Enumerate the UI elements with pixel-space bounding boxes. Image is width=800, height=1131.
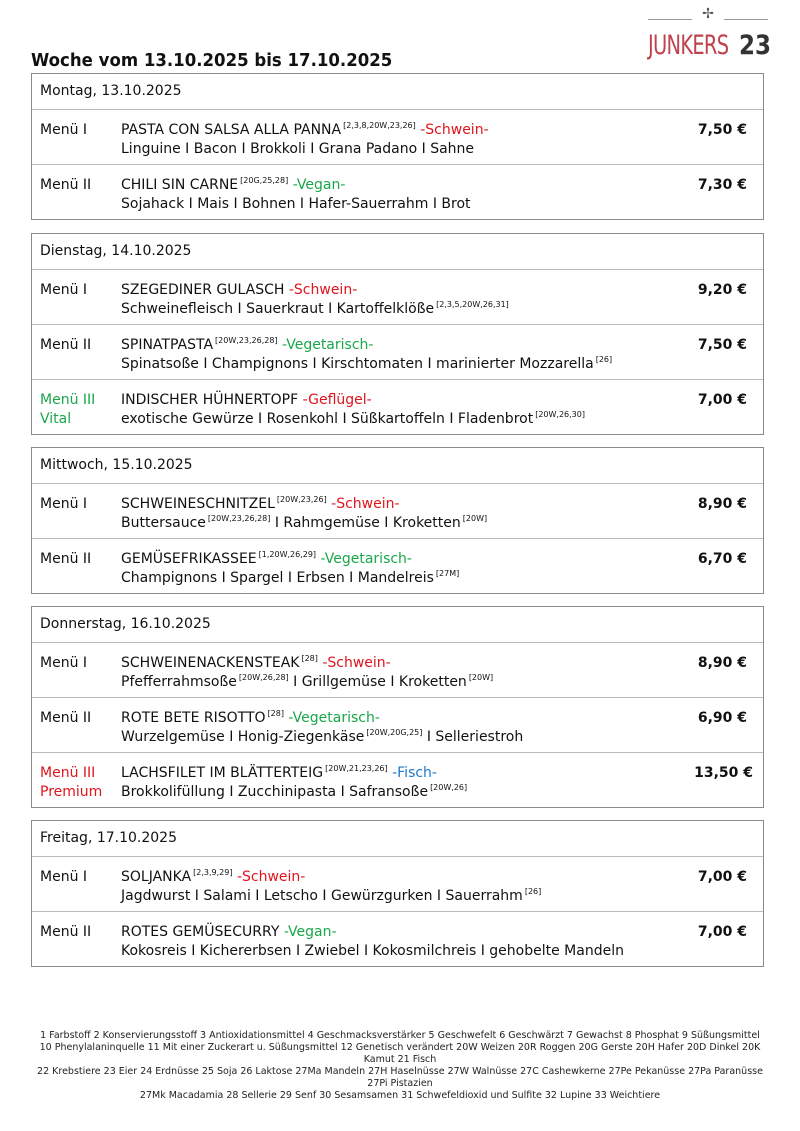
day-heading: Mittwoch, 15.10.2025 [32,448,763,484]
dish-price: 7,00 € [697,392,747,408]
dish-description: Jagdwurst I Salami I Letscho I Gewürzgurken I Sauerrahm [121,888,523,904]
dish-description: Sojahack I Mais I Bohnen I Hafer-Sauerrahm I Brot [121,196,471,212]
dish-description-allergens: [20W,26,28] [238,673,289,683]
day-block [31,447,764,594]
dish-tag: -Vegetarisch- [320,551,412,567]
dish-tag: -Schwein- [288,282,358,298]
dish-price: 6,90 € [697,710,747,726]
menu-label [40,868,87,887]
dish-tag: -Schwein- [420,122,489,138]
dish-name-allergens: [1,20W,26,29] [258,550,317,560]
dish [121,764,467,802]
menu-label [40,391,95,429]
menu-row [32,484,763,539]
menu-label [40,923,91,942]
page-title: Woche vom 13.10.2025 bis 17.10.2025 [31,50,393,71]
dish-description: Wurzelgemüse I Honig-Ziegenkäse [121,729,365,745]
dish [121,336,612,374]
menu-label-sub: Vital [40,411,72,427]
dish [121,923,624,961]
dish-tag: -Vegetarisch- [281,337,374,353]
menu-label [40,281,87,300]
dish-description-allergens: [20W,26,30] [535,410,585,420]
menu-label-line: Menü II [40,924,92,940]
menu-row [32,270,763,325]
dish-name: ROTE BETE RISOTTO [121,710,266,726]
dish-description-allergens: [20W,23,26,28] [207,514,271,524]
logo-star-icon: ✢ [702,6,714,22]
dish-tag: -Vegetarisch- [288,710,380,726]
legend-line: 22 Krebstiere 23 Eier 24 Erdnüsse 25 Soja 26 Laktose 27Ma Mandeln 27H Haselnüsse 27W Walnüsse 27C Cashewkerne 27Pe Pekanüsse 27Pa Paranüsse 27Pi Pistazien [37,1066,763,1089]
dish-name: SCHWEINENACKENSTEAK [121,655,300,671]
dish-name: SOLJANKA [121,869,192,885]
dish-price: 9,20 € [697,282,747,298]
menu-label-line: Menü II [40,177,92,193]
dish [121,121,489,159]
dish-price: 8,90 € [697,496,747,512]
menu-row [32,912,763,966]
dish-tag: -Geflügel- [302,392,372,408]
day-block [31,73,764,220]
legend-line: 27Mk Macadamia 28 Sellerie 29 Senf 30 Sesamsamen 31 Schwefeldioxid und Sulfite 32 Lupine 33 Weichtiere [139,1090,661,1101]
menu-row [32,539,763,593]
dish-name-allergens: [20W,23,26,28] [215,336,278,346]
dish-name: INDISCHER HÜHNERTOPF [121,392,299,408]
dish-name: SCHWEINESCHNITZEL [121,496,275,512]
dish-tag: -Schwein- [236,869,306,885]
dish-price: 6,70 € [697,551,747,567]
dish-description-rest: I Rahmgemüse I Kroketten [274,515,461,531]
menu-row [32,110,763,165]
dish-tag: -Schwein- [322,655,391,671]
menu-label-line: Menü III [40,765,96,781]
dish-description-rest-allergens: [20W] [468,673,494,683]
dish [121,654,493,692]
day-block [31,820,764,967]
menu-row [32,753,763,807]
menu-row [32,857,763,912]
menu-label [40,495,87,514]
day-heading: Dienstag, 14.10.2025 [32,234,763,270]
dish-description: Buttersauce [121,515,206,531]
legend-line: 1 Farbstoff 2 Konservierungsstoff 3 Antioxidationsmittel 4 Geschmacksverstärker 5 Geschwefelt 6 Geschwärzt 7 Gewachst 8 Phosphat 9 Süßungsmittel [40,1030,760,1041]
dish-description: Kokosreis I Kichererbsen I Zwiebel I Kokosmilchreis I gehobelte Mandeln [121,943,624,959]
dish-name: SZEGEDINER GULASCH [121,282,285,298]
menu-label-line: Menü I [40,282,88,298]
menu-row [32,325,763,380]
dish-name-allergens: [20G,25,28] [240,176,289,186]
dish-description: Brokkolifüllung I Zucchinipasta I Safransoße [121,784,429,800]
menu-label [40,176,91,195]
menu-row [32,380,763,434]
logo-number: 23 [739,30,771,61]
day-block [31,606,764,808]
dish-price: 7,00 € [697,924,747,940]
dish-name-allergens: [2,3,8,20W,23,26] [343,121,416,131]
dish [121,281,509,319]
dish-name: CHILI SIN CARNE [121,177,239,193]
dish-name: GEMÜSEFRIKASSEE [121,551,257,567]
menu-row [32,165,763,219]
menu-label [40,336,91,355]
dish-description: Schweinefleisch I Sauerkraut I Kartoffelklöße [121,301,435,317]
dish-name: SPINATPASTA [121,337,214,353]
menu-label-line: Menü III [40,392,96,408]
dish-name-allergens: [20W,23,26] [276,495,327,505]
dish-description-allergens: [20W,20G,25] [366,728,423,738]
dish-name: PASTA CON SALSA ALLA PANNA [121,122,342,138]
day-block [31,233,764,435]
dish-description: exotische Gewürze I Rosenkohl I Süßkartoffeln I Fladenbrot [121,411,534,427]
dish-description-allergens: [20W,26] [430,783,468,793]
dish [121,709,523,747]
dish-tag: -Vegan- [283,924,337,940]
menu-label-line: Menü I [40,655,88,671]
menu-label-line: Menü II [40,710,92,726]
menu-label [40,654,87,673]
dish [121,495,487,533]
dish-description-rest: I Grillgemüse I Kroketten [293,674,467,690]
logo [648,6,771,66]
menu-row [32,643,763,698]
menu-label [40,550,91,569]
menu-label-line: Menü I [40,869,88,885]
dish-description: Spinatsoße I Champignons I Kirschtomaten I marinierter Mozzarella [121,356,594,372]
legend-line: 10 Phenylalaninquelle 11 Mit einer Zuckerart u. Süßungsmittel 12 Genetisch verändert 20W Weizen 20R Roggen 20G Gerste 20H Hafer 20D Dinkel 20K Kamut 21 Fisch [39,1042,761,1065]
dish-name-allergens: [20W,21,23,26] [325,764,388,774]
dish-tag: -Fisch- [392,765,437,781]
menu-row [32,698,763,753]
menu-label [40,764,102,802]
dish-price: 8,90 € [697,655,747,671]
dish-name-allergens: [28] [267,709,284,719]
dish-description: Pfefferrahmsoße [121,674,237,690]
dish-price: 7,50 € [697,337,747,353]
dish-tag: -Schwein- [331,496,400,512]
dish-name: ROTES GEMÜSECURRY [121,924,280,940]
day-heading: Montag, 13.10.2025 [32,74,763,110]
dish [121,868,541,906]
dish-description-allergens: [26] [524,887,542,897]
day-heading: Freitag, 17.10.2025 [32,821,763,857]
dish-price: 13,50 € [694,765,753,781]
dish-description-allergens: [27M] [435,569,460,579]
menu-label-line: Menü II [40,551,92,567]
allergen-legend [30,1030,770,1102]
dish-description-rest-allergens: [20W] [462,514,488,524]
dish-description: Champignons I Spargel I Erbsen I Mandelreis [121,570,434,586]
logo-wordmark [648,30,771,61]
dish-price: 7,50 € [697,122,747,138]
menu-label-line: Menü II [40,337,92,353]
dish-name-allergens: [2,3,9,29] [193,868,233,878]
menu-label-line: Menü I [40,496,88,512]
menu-label-sub: Premium [40,784,103,800]
logo-brand: JUNKERS [648,30,729,61]
dish-price: 7,30 € [697,177,747,193]
dish-tag: -Vegan- [292,177,346,193]
dish [121,550,459,588]
dish-price: 7,00 € [697,869,747,885]
dish-description-allergens: [2,3,5,20W,26,31] [436,300,509,310]
dish [121,391,585,429]
dish-name: LACHSFILET IM BLÄTTERTEIG [121,765,324,781]
day-heading: Donnerstag, 16.10.2025 [32,607,763,643]
dish-description-rest: I Selleriestroh [426,729,524,745]
menu-label-line: Menü I [40,122,88,138]
dish-description: Linguine I Bacon I Brokkoli I Grana Padano I Sahne [121,141,475,157]
dish [121,176,471,214]
menu-label [40,121,87,140]
dish-description-allergens: [26] [595,355,613,365]
menu-label [40,709,91,728]
dish-name-allergens: [28] [301,654,318,664]
